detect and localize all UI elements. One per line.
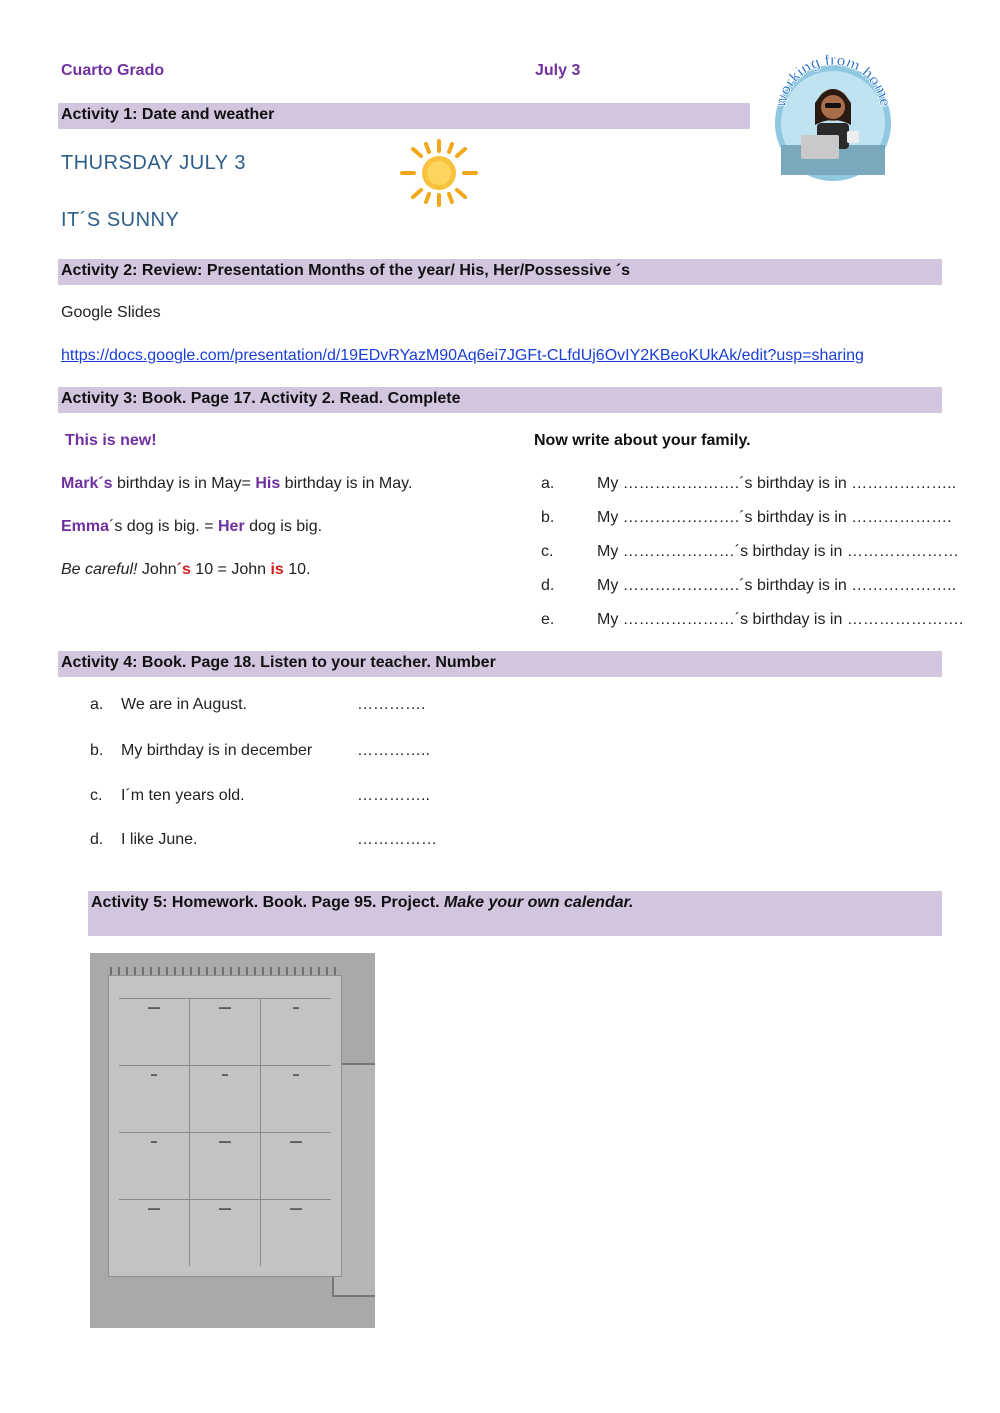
sun-icon [398, 137, 480, 209]
listen-blank[interactable]: …………… [357, 831, 437, 848]
activity2-title: Activity 2: Review: Presentation Months of the year/ His, Her/Possessive ´s [58, 259, 942, 285]
date-label: July 3 [535, 62, 581, 79]
example-mark: Mark´s birthday is in May= His birthday is in May. [61, 475, 413, 492]
listen-item[interactable]: b. My birthday is in december [90, 742, 313, 759]
family-item[interactable]: a. My ………………….´s birthday is in ……………….. [541, 475, 957, 492]
calendar-photo: ▬▬ ▬▬ ▬ ▬ ▬ ▬ ▬ ▬▬ ▬▬ ▬▬ ▬▬ ▬▬ [90, 953, 375, 1328]
listen-item[interactable]: d. I like June. [90, 831, 198, 848]
activity3-title: Activity 3: Book. Page 17. Activity 2. Read. Complete [58, 387, 942, 413]
listen-item[interactable]: c. I´m ten years old. [90, 787, 245, 804]
weather-line: IT´S SUNNY [61, 209, 180, 231]
listen-blank[interactable]: ………….. [357, 742, 430, 759]
example-careful: Be careful! John´s 10 = John is 10. [61, 561, 311, 578]
write-family-title: Now write about your family. [534, 432, 751, 449]
listen-item[interactable]: a. We are in August. [90, 696, 247, 713]
grade-label: Cuarto Grado [61, 62, 165, 79]
working-from-home-logo [763, 45, 903, 185]
logo-text: working from home [772, 52, 894, 109]
activity1-title: Activity 1: Date and weather [58, 103, 750, 129]
family-item[interactable]: b. My ………………….´s birthday is in ………………. [541, 509, 952, 526]
google-slides-label: Google Slides [61, 304, 161, 321]
activity4-title: Activity 4: Book. Page 18. Listen to your teacher. Number [58, 651, 942, 677]
listen-blank[interactable]: ………….. [357, 787, 430, 804]
this-is-new-label: This is new! [65, 432, 157, 449]
presentation-link[interactable]: https://docs.google.com/presentation/d/19EDvRYazM90Aq6ei7JGFt-CLfdUj6OvIY2KBeoKUkAk/edit?usp=sharing [61, 347, 864, 364]
family-item[interactable]: d. My ………………….´s birthday is in ……………….. [541, 577, 957, 594]
family-item[interactable]: e. My …………………´s birthday is in …………………. [541, 611, 964, 628]
example-emma: Emma´s dog is big. = Her dog is big. [61, 518, 323, 535]
day-line: THURSDAY JULY 3 [61, 152, 246, 174]
activity5-title: Activity 5: Homework. Book. Page 95. Project. Make your own calendar. [88, 891, 942, 936]
listen-blank[interactable]: …………. [357, 696, 426, 713]
family-item[interactable]: c. My …………………´s birthday is in ………………… [541, 543, 959, 560]
